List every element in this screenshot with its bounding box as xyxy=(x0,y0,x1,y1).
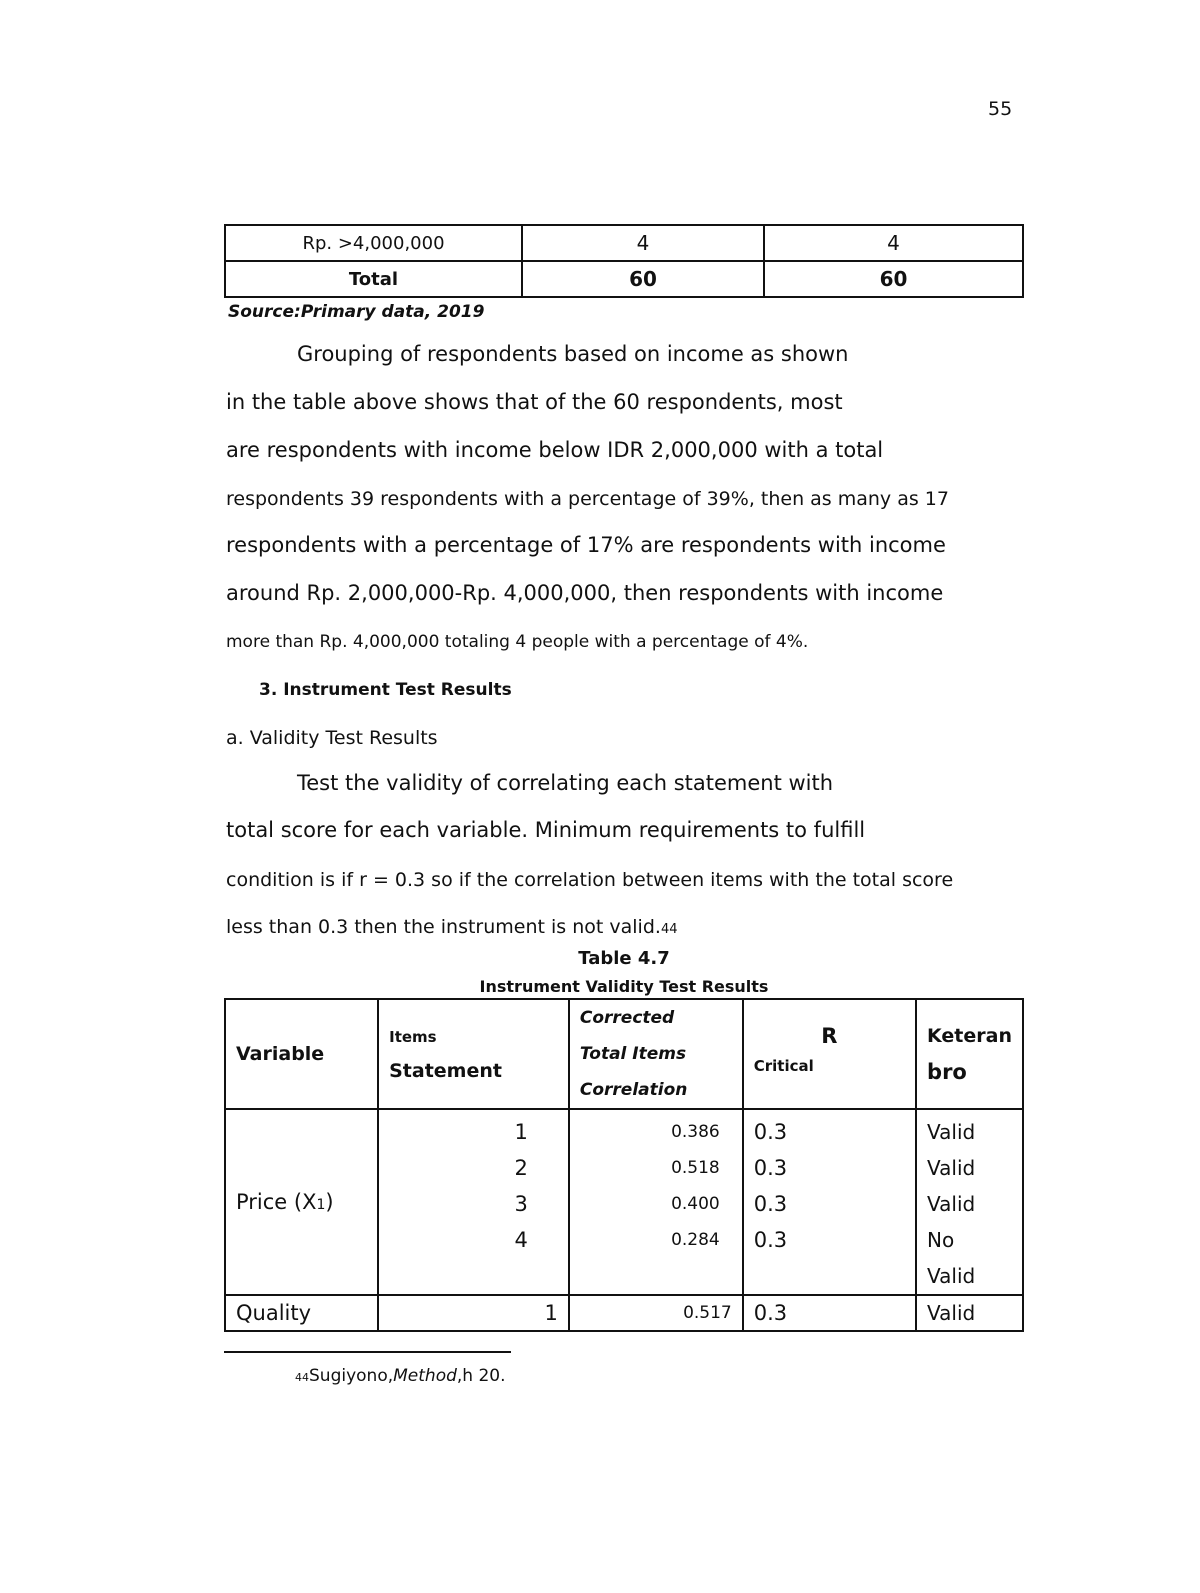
r-critical-cell: 0.3 xyxy=(743,1295,916,1331)
footnote-divider xyxy=(224,1351,511,1353)
keterangan-value: Valid xyxy=(927,1156,976,1180)
keterangan-cell xyxy=(916,1109,1023,1295)
item-number: 2 xyxy=(514,1156,528,1180)
keterangan-value: Valid xyxy=(927,1264,976,1288)
variable-label: Price (X xyxy=(236,1190,317,1214)
table-caption-title: Instrument Validity Test Results xyxy=(479,977,769,996)
keterangan-value: Valid xyxy=(927,1192,976,1216)
income-percent-cell: 4 xyxy=(764,225,1023,261)
table-row xyxy=(225,225,1023,261)
total-count-cell: 60 xyxy=(522,261,764,297)
header-label: Critical xyxy=(753,1057,814,1075)
correlation-cell xyxy=(569,1109,743,1295)
paragraph-line-last xyxy=(226,916,677,938)
header-label: Items xyxy=(389,1028,437,1046)
r-critical-value: 0.3 xyxy=(753,1156,788,1180)
items-cell xyxy=(378,1109,569,1295)
variable-cell xyxy=(225,1109,378,1295)
table-row xyxy=(225,1295,1023,1331)
total-label-cell: Total xyxy=(225,261,522,297)
subsection-heading: a. Validity Test Results xyxy=(226,727,438,749)
correlation-cell: 0.517 xyxy=(569,1295,743,1331)
paragraph-line: respondents 39 respondents with a percentage of 39%, then as many as 17 xyxy=(226,488,949,510)
total-percent-cell: 60 xyxy=(764,261,1023,297)
paragraph-line: total score for each variable. Minimum requirements to fulfill xyxy=(226,818,866,842)
footnote-number: 44 xyxy=(295,1371,309,1384)
footnote-reference: 44 xyxy=(660,922,678,937)
header-label: Statement xyxy=(389,1060,502,1082)
footnote xyxy=(295,1366,506,1386)
income-table xyxy=(224,224,1024,298)
page-number: 55 xyxy=(988,98,1013,120)
footnote-page: ,h 20. xyxy=(456,1366,506,1386)
table-row xyxy=(225,1109,1023,1295)
correlation-value: 0.400 xyxy=(671,1194,720,1214)
paragraph-line: condition is if r = 0.3 so if the correlation between items with the total score xyxy=(226,869,954,891)
correlation-value: 0.518 xyxy=(671,1158,720,1178)
paragraph-line: in the table above shows that of the 60 respondents, most xyxy=(226,390,843,414)
header-variable xyxy=(225,999,378,1109)
table-source: Source:Primary data, 2019 xyxy=(228,302,485,322)
paragraph-line: Test the validity of correlating each statement with xyxy=(297,771,834,795)
header-label: Corrected xyxy=(579,1008,675,1028)
r-critical-cell xyxy=(743,1109,916,1295)
keterangan-value: Valid xyxy=(927,1120,976,1144)
item-number: 4 xyxy=(514,1228,528,1252)
table-header-row xyxy=(225,999,1023,1109)
variable-subscript: 1 xyxy=(316,1197,326,1213)
header-label: Keteran xyxy=(927,1025,1012,1047)
keterangan-cell: Valid xyxy=(916,1295,1023,1331)
footnote-title: Method xyxy=(393,1366,457,1386)
items-cell: 1 xyxy=(378,1295,569,1331)
header-label: Variable xyxy=(236,1043,325,1065)
paragraph-line: Grouping of respondents based on income as shown xyxy=(297,342,849,366)
r-critical-value: 0.3 xyxy=(753,1120,788,1144)
paragraph-line: are respondents with income below IDR 2,000,000 with a total xyxy=(226,438,884,462)
header-label: bro xyxy=(927,1060,967,1084)
item-number: 1 xyxy=(514,1120,528,1144)
income-count-cell: 4 xyxy=(522,225,764,261)
header-corrected xyxy=(569,999,743,1109)
header-label: Total Items xyxy=(579,1044,687,1064)
correlation-value: 0.284 xyxy=(671,1230,720,1250)
correlation-value: 0.386 xyxy=(671,1122,720,1142)
variable-label-end: ) xyxy=(325,1190,334,1214)
item-number: 3 xyxy=(514,1192,528,1216)
r-critical-value: 0.3 xyxy=(753,1228,788,1252)
header-r-critical xyxy=(743,999,916,1109)
validity-table xyxy=(224,998,1024,1332)
header-keterangan xyxy=(916,999,1023,1109)
header-items xyxy=(378,999,569,1109)
header-label: R xyxy=(821,1024,838,1048)
variable-cell: Quality xyxy=(225,1295,378,1331)
header-label: Correlation xyxy=(579,1080,688,1100)
r-critical-value: 0.3 xyxy=(753,1192,788,1216)
paragraph-text: less than 0.3 then the instrument is not valid. xyxy=(226,916,661,938)
footnote-author: Sugiyono, xyxy=(309,1366,394,1386)
paragraph-line: around Rp. 2,000,000-Rp. 4,000,000, then respondents with income xyxy=(226,581,944,605)
keterangan-value: No xyxy=(927,1228,955,1252)
table-caption-number: Table 4.7 xyxy=(578,948,670,969)
paragraph-line: more than Rp. 4,000,000 totaling 4 people with a percentage of 4%. xyxy=(226,632,809,652)
income-label-cell: Rp. >4,000,000 xyxy=(225,225,522,261)
total-row xyxy=(225,261,1023,297)
paragraph-line: respondents with a percentage of 17% are respondents with income xyxy=(226,533,946,557)
section-heading: 3. Instrument Test Results xyxy=(259,680,512,700)
